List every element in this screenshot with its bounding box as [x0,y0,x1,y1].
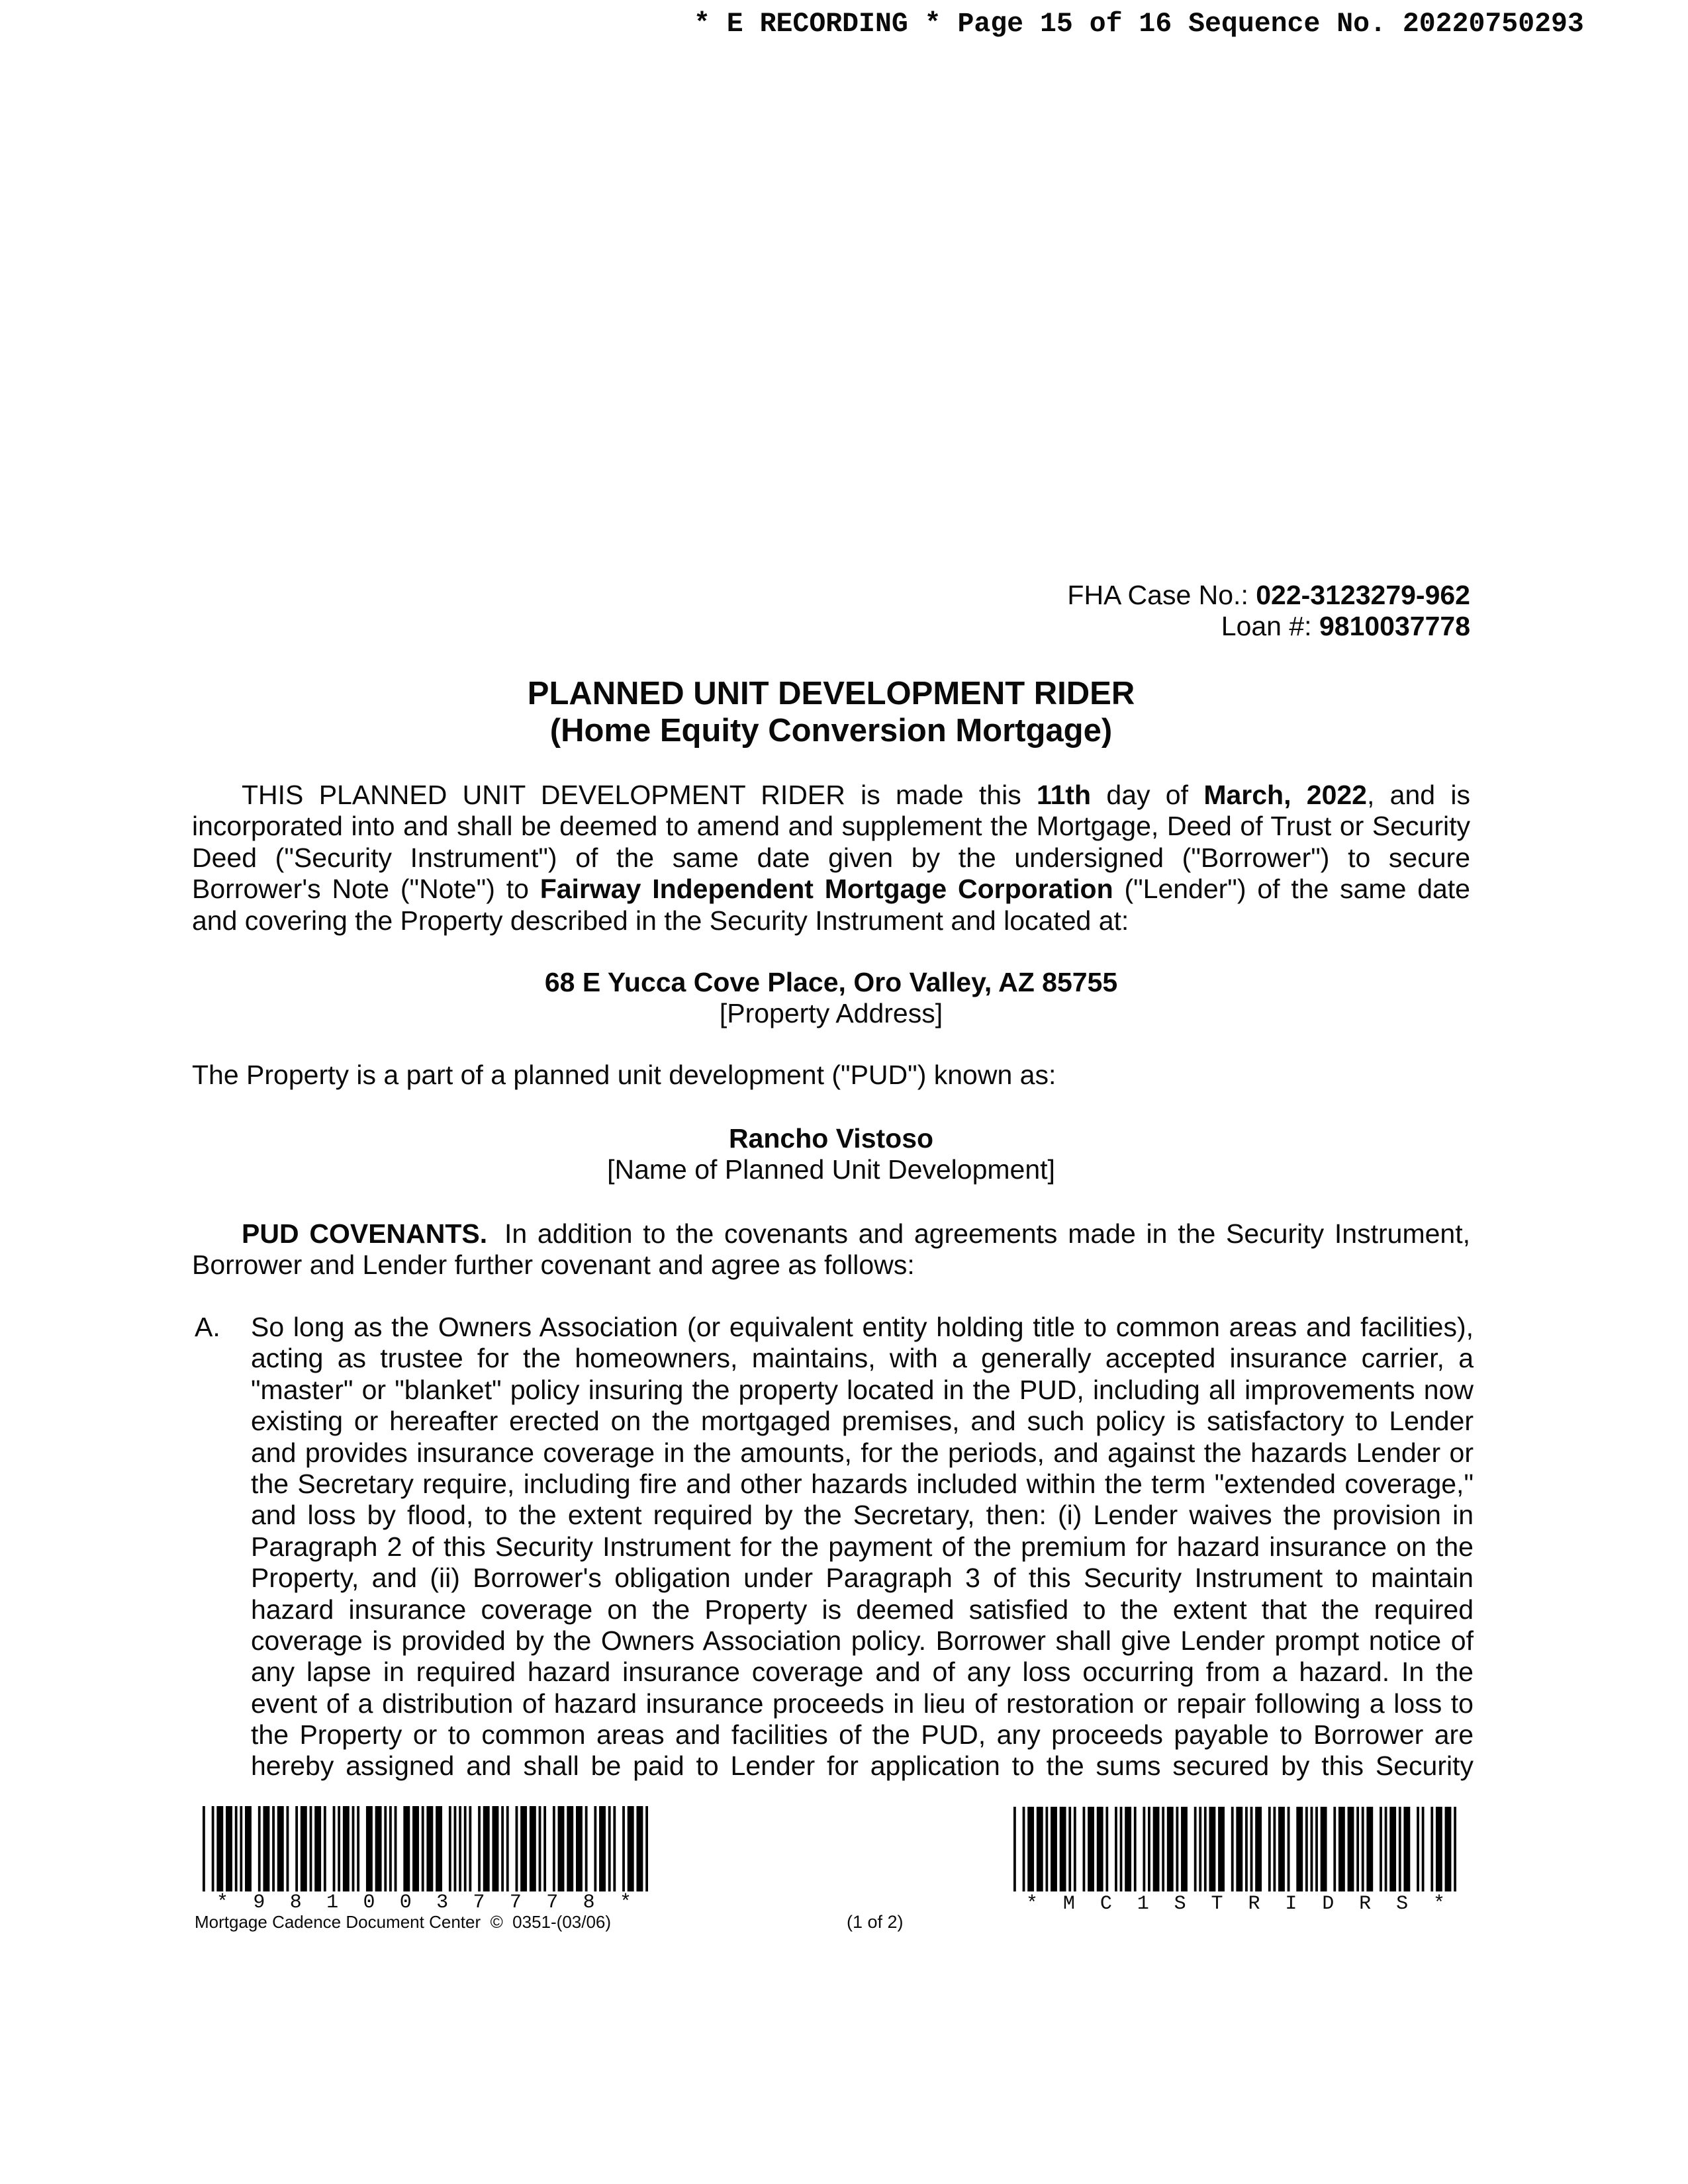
text-segment: , and is [1366,780,1470,810]
barcode-bar [1134,1807,1137,1891]
barcode-bar [395,1806,397,1891]
barcode-bar [1083,1807,1086,1891]
barcode-bar [1385,1807,1387,1891]
barcode-bar [1209,1807,1215,1891]
barcode-bar [492,1806,498,1891]
barcode-bar [594,1806,596,1891]
barcode-bar [203,1806,205,1891]
fha-case-label: FHA Case No.: [1067,580,1248,610]
barcode-bar [1288,1807,1290,1891]
barcode-bar [585,1806,588,1891]
barcode-bar [226,1806,232,1891]
barcode-bar [449,1806,451,1891]
barcode-bar [1436,1807,1442,1891]
covenants-heading: PUD COVENANTS. [242,1218,488,1249]
barcode-bar [1199,1807,1201,1891]
barcode-bar [263,1806,269,1891]
barcode-bar [1097,1807,1103,1891]
barcode-bar [516,1806,518,1891]
barcode-bar [567,1806,573,1891]
barcode-bar [1399,1807,1401,1891]
barcode-bar [1013,1807,1016,1891]
loan-number-barcode-label: * 9 8 1 0 0 3 7 7 7 8 * [216,1891,632,1914]
barcode-bar [636,1806,643,1891]
intro-paragraph [192,780,1470,936]
barcode-bar [1176,1807,1178,1891]
barcode-bar [1454,1807,1456,1891]
barcode-bar [258,1806,261,1891]
lender-name: Fairway Independent Mortgage Corporation [539,874,1113,905]
barcode-bar [1125,1807,1131,1891]
covenant-a-line: hereby assigned and shall be paid to Lender for application to the sums secured by this Security [251,1751,1474,1782]
intro-line: Deed ("Security Instrument") of the same date given by the undersigned ("Borrower") to secure [192,842,1470,873]
barcode-bar [1333,1807,1336,1891]
covenants-line [192,1218,1470,1250]
barcode-bar [1218,1807,1225,1891]
barcode-bar [338,1806,340,1891]
barcode-bar [436,1806,442,1891]
barcode-bar [1273,1807,1276,1891]
covenant-a-line: the Secretary require, including fire and other hazards included within the term "extended coverage," [251,1468,1474,1499]
barcode-bar [1380,1807,1382,1891]
covenant-a-line: and provides insurance coverage in the amounts, for the periods, and against the hazards Lender or [251,1437,1474,1468]
barcode-bar [469,1806,471,1891]
intro-line [192,874,1470,905]
barcode-bar [216,1806,223,1891]
pud-name-block [192,1123,1470,1186]
barcode-bar [357,1806,359,1891]
barcode-bar [412,1806,419,1891]
form-id-barcode [1013,1807,1456,1891]
property-address-block [192,967,1470,1030]
barcode-bar [1321,1807,1327,1891]
barcode-bar [1068,1807,1071,1891]
barcode-bar [558,1806,565,1891]
barcode-bar [301,1806,307,1891]
loan-number-line [927,611,1470,642]
covenant-a-line: any lapse in required hazard insurance coverage and of any loss occurring from a hazard. In the [251,1657,1474,1688]
barcode-bar [1181,1807,1188,1891]
covenant-a-line: Paragraph 2 of this Security Instrument for the payment of the premium for hazard insurance on the [251,1531,1474,1562]
intro-line: and covering the Property described in the Security Instrument and located at: [192,905,1129,936]
property-address-caption: [Property Address] [719,998,943,1029]
barcode-bar [1051,1807,1057,1891]
rider-day: 11th [1037,780,1092,810]
text-segment: In addition to the covenants and agreements made in the Security Instrument, [504,1218,1470,1249]
barcode-bar [245,1806,252,1891]
barcode-bar [235,1806,238,1891]
covenant-a-line: existing or hereafter erected on the mortgaged premises, and such policy is satisfactory to Lender [251,1406,1474,1437]
barcode-bar [628,1806,634,1891]
barcode-bar [1143,1807,1145,1891]
covenant-a-text [251,1312,1474,1782]
barcode-bar [543,1806,546,1891]
barcode-bar [483,1806,490,1891]
barcode-bar [608,1806,611,1891]
barcode-bar [1255,1807,1262,1891]
barcode-bar [277,1806,284,1891]
barcode-bar [459,1806,461,1891]
barcode-bar [375,1806,382,1891]
fha-case-number: 022-3123279-962 [1256,580,1470,610]
covenant-a-line: the Property or to common areas and facilities of the PUD, any proceeds payable to Borrower are [251,1719,1474,1751]
pud-statement [192,1060,1470,1091]
barcode-bar [324,1806,326,1891]
barcode-bar [645,1806,648,1891]
barcode-bar [426,1806,433,1891]
barcode-bar [454,1806,457,1891]
barcode-bar [501,1806,504,1891]
barcode-bar [389,1806,392,1891]
barcode-bar [1023,1807,1025,1891]
covenant-a-marker: A. [195,1312,220,1342]
barcode-bar [1296,1807,1303,1891]
barcode-bar [613,1806,616,1891]
barcode-bar [1268,1807,1271,1891]
barcode-bar [553,1806,555,1891]
document-title-block [192,675,1470,749]
document-title: PLANNED UNIT DEVELOPMENT RIDER [527,676,1135,711]
pud-covenants-intro [192,1218,1470,1281]
barcode-bar [1045,1807,1048,1891]
barcode-bar [1430,1807,1433,1891]
text-segment: Borrower's Note ("Note") to [192,874,529,905]
pud-name: Rancho Vistoso [728,1123,934,1154]
barcode-bar [295,1806,298,1891]
loan-number: 9810037778 [1319,611,1470,642]
barcode-bar [1236,1807,1243,1891]
barcode-bar [1162,1807,1164,1891]
barcode-bar [314,1806,321,1891]
rider-month-year: March, 2022 [1203,780,1367,810]
barcode-bar [1120,1807,1123,1891]
case-info [927,580,1470,643]
barcode-bar [1445,1807,1452,1891]
barcode-bar [1356,1807,1359,1891]
barcode-bar [1231,1807,1234,1891]
barcode-bar [240,1806,242,1891]
barcode-bar [576,1806,583,1891]
barcode-bar [530,1806,536,1891]
covenant-a-line: Property, and (ii) Borrower's obligation under Paragraph 3 of this Security Instrument to maintain [251,1563,1474,1594]
barcode-bar [1362,1807,1364,1891]
barcode-bar [1422,1807,1425,1891]
barcode-bar [310,1806,312,1891]
barcode-bar [333,1806,336,1891]
barcode-bar [1366,1807,1373,1891]
pud-statement-line: The Property is a part of a planned unit development ("PUD") known as: [192,1060,1056,1090]
barcode-bar [1115,1807,1117,1891]
covenants-line: Borrower and Lender further covenant and agree as follows: [192,1250,915,1281]
barcode-bar [599,1806,606,1891]
barcode-bar [1167,1807,1174,1891]
barcode-bar [366,1806,373,1891]
footer-page-number: (1 of 2) [847,1912,904,1932]
covenant-a-line: event of a distribution of hazard insurance proceeds in lieu of restoration or repair following a loss to [251,1688,1474,1719]
barcode-bar [403,1806,410,1891]
barcode-bar [1037,1807,1043,1891]
covenant-a-line: and loss by flood, to the extent required by the Secretary, then: (i) Lender waives the provision in [251,1500,1474,1531]
barcode-bar [352,1806,355,1891]
barcode-bar [1338,1807,1345,1891]
barcode-bar [1204,1807,1207,1891]
barcode-bar [1305,1807,1308,1891]
covenant-a-line: So long as the Owners Association (or equivalent entity holding title to common areas and facilities), [251,1312,1474,1342]
recording-stamp: * E RECORDING * Page 15 of 16 Sequence No. 20220750293 [694,9,1584,40]
barcode-bar [539,1806,541,1891]
barcode-bar [1311,1807,1313,1891]
barcode-bar [287,1806,289,1891]
covenant-a-line: acting as trustee for the homeowners, maintains, with a generally accepted insurance carrier, a [251,1343,1474,1374]
barcode-bar [1348,1807,1354,1891]
barcode-bar [520,1806,527,1891]
fha-case-line [927,580,1470,611]
barcode-bar [1278,1807,1285,1891]
barcode-bar [478,1806,481,1891]
barcode-bar [1315,1807,1318,1891]
barcode-bar [1088,1807,1094,1891]
barcode-bar [1245,1807,1248,1891]
barcode-bar [272,1806,275,1891]
footer-form-id: Mortgage Cadence Document Center © 0351-(03/06) [195,1912,612,1932]
property-address: 68 E Yucca Cove Place, Oro Valley, AZ 85755 [544,967,1118,997]
barcode-bar [1403,1807,1410,1891]
barcode-bar [1074,1807,1076,1891]
form-id-barcode-label: * M C 1 S T R I D R S * [1026,1893,1445,1915]
barcode-bar [1194,1807,1197,1891]
barcode-bar [1417,1807,1419,1891]
pud-name-caption: [Name of Planned Unit Development] [607,1154,1055,1185]
barcode-bar [464,1806,467,1891]
loan-number-barcode [203,1806,648,1891]
barcode-bar [212,1806,214,1891]
intro-line: incorporated into and shall be deemed to amend and supplement the Mortgage, Deed of Trust or Security [192,811,1470,842]
barcode-bar [622,1806,625,1891]
intro-line [192,780,1470,811]
barcode-bar [1250,1807,1253,1891]
text-segment: ("Lender") of the same date [1124,874,1470,905]
barcode-bar [422,1806,424,1891]
covenant-a-line: hazard insurance coverage on the Property is deemed satisfied to the extent that the required [251,1594,1474,1625]
text-segment: THIS PLANNED UNIT DEVELOPMENT RIDER is made this [242,780,1021,810]
covenant-a-line: "master" or "blanket" policy insuring the property located in the PUD, including all improvements now [251,1374,1474,1405]
barcode-bar [1105,1807,1108,1891]
barcode-bar [384,1806,387,1891]
barcode-bar [506,1806,509,1891]
barcode-bar [1027,1807,1034,1891]
barcode-bar [343,1806,350,1891]
barcode-bar [1389,1807,1396,1891]
barcode-bar [1148,1807,1150,1891]
text-segment: day of [1106,780,1188,810]
loan-number-label: Loan #: [1221,611,1312,642]
barcode-bar [1153,1807,1160,1891]
document-subtitle: (Home Equity Conversion Mortgage) [549,713,1113,749]
covenant-a-line: coverage is provided by the Owners Association policy. Borrower shall give Lender prompt notice of [251,1625,1474,1656]
barcode-bar [1060,1807,1066,1891]
